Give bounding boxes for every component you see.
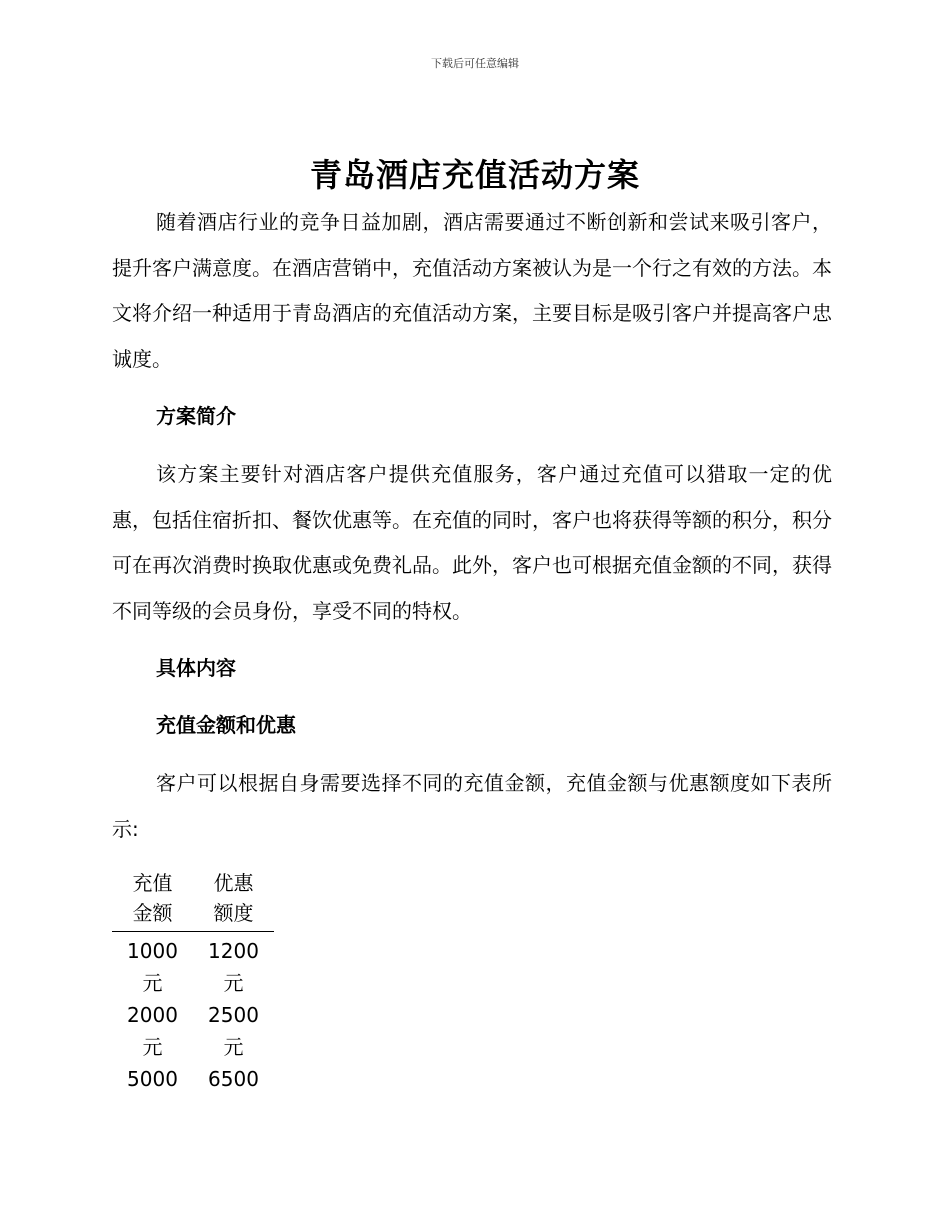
section-heading-recharge: 充值金额和优惠 [156, 713, 296, 737]
recharge-table [112, 868, 274, 1095]
header-cell-discount-amount [193, 868, 274, 932]
table-row [112, 999, 274, 1063]
cell-text: 2500 元 [208, 1003, 259, 1059]
table-cell [193, 999, 274, 1063]
header-cell-text: 优惠 额度 [213, 871, 254, 925]
table-cell [193, 1063, 274, 1095]
section-heading-details: 具体内容 [156, 656, 236, 680]
table-header-row [112, 868, 274, 932]
cell-text: 5000 [127, 1067, 178, 1091]
cell-text: 1000 元 [127, 939, 178, 995]
cell-text: 6500 [208, 1067, 259, 1091]
overview-paragraph: 该方案主要针对酒店客户提供充值服务，客户通过充值可以猎取一定的优惠，包括住宿折扣、餐饮优惠等。在充值的同时，客户也将获得等额的积分，积分可在再次消费时换取优惠或免费礼品。此外，客户也可根据充值金额的不同，获得不同等级的会员身份，享受不同的特权。 [112, 462, 832, 623]
cell-text: 1200 元 [208, 939, 259, 995]
header-note: 下载后可任意编辑 [431, 57, 519, 70]
cell-text: 2000 元 [127, 1003, 178, 1059]
table-row [112, 1063, 274, 1095]
table-cell [112, 999, 193, 1063]
section-heading-overview: 方案简介 [156, 404, 236, 428]
recharge-paragraph: 客户可以根据自身需要选择不同的充值金额，充值金额与优惠额度如下表所示: [112, 771, 832, 841]
document-body [112, 200, 832, 852]
document-title: 青岛酒店充值活动方案 [309, 156, 640, 194]
header-cell-recharge-amount [112, 868, 193, 932]
table-cell [193, 932, 274, 1000]
table-row [112, 932, 274, 1000]
intro-paragraph: 随着酒店行业的竞争日益加剧，酒店需要通过不断创新和尝试来吸引客户，提升客户满意度。在酒店营销中，充值活动方案被认为是一个行之有效的方法。本文将介绍一种适用于青岛酒店的充值活动方案，主要目标是吸引客户并提高客户忠诚度。 [112, 210, 832, 371]
table-cell [112, 1063, 193, 1095]
header-cell-text: 充值 金额 [132, 871, 173, 925]
table-cell [112, 932, 193, 1000]
